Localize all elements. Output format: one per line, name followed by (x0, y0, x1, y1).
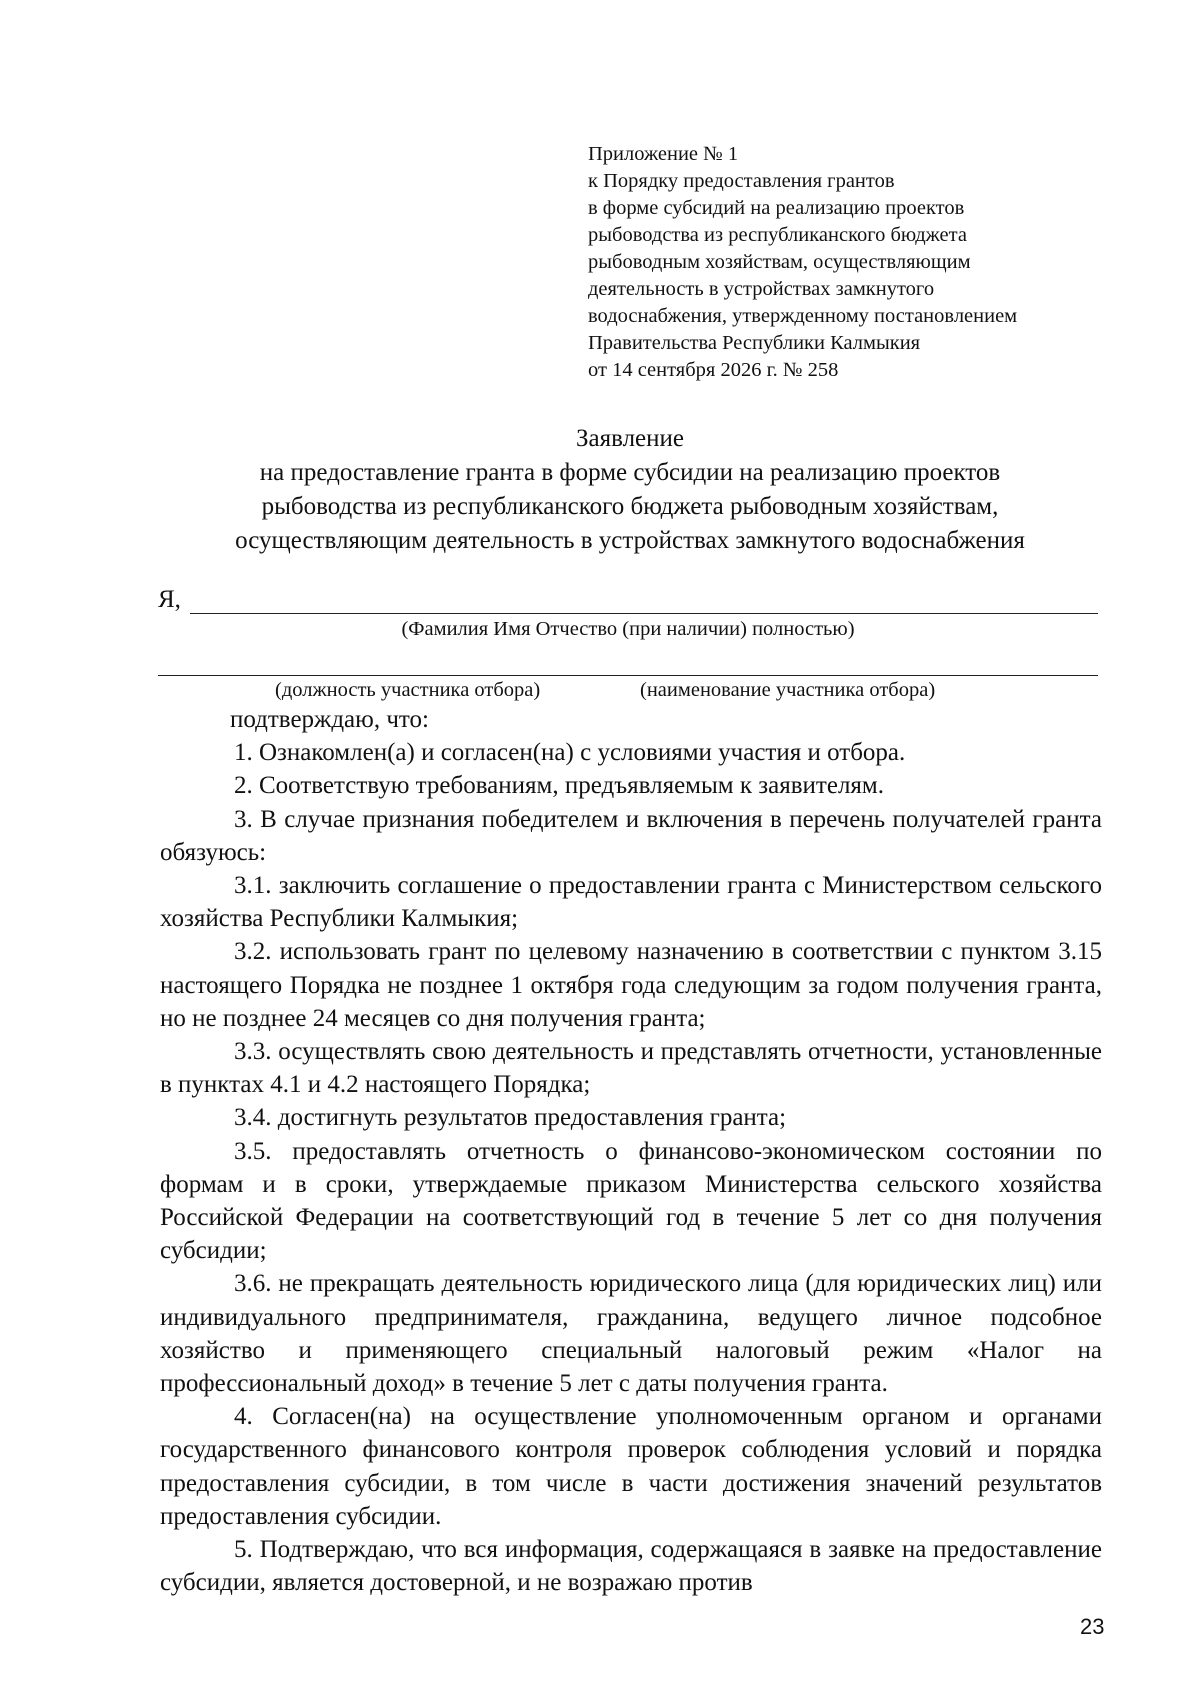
appendix-line: рыбоводным хозяйствам, осуществляющим (588, 251, 971, 273)
appendix-line: водоснабжения, утвержденному постановлением (588, 305, 1018, 327)
body-intro: подтверждаю, что: (230, 706, 429, 733)
clause-3-2: 3.2. использовать грант по целевому назначению в соответствии с пунктом 3.15 настоящего Порядка не позднее 1 октября года следующим за годом получения гранта, но не позднее 24 месяцев со дня получения гранта; (160, 938, 1102, 1032)
appendix-line: Приложение № 1 (588, 143, 739, 165)
applicant-name-field[interactable] (158, 583, 1098, 617)
document-body (160, 703, 1102, 1599)
name-underline[interactable] (190, 613, 1098, 614)
title-line: рыбоводства из республиканского бюджета рыбоводным хозяйствам, (261, 493, 999, 520)
appendix-line: к Порядку предоставления грантов (588, 170, 895, 192)
title-line: на предоставление гранта в форме субсидии на реализацию проектов (259, 459, 1001, 486)
clause-3-6: 3.6. не прекращать деятельность юридического лица (для юридических лиц) или индивидуального предпринимателя, гражданина, ведущего личное подсобное хозяйство и применяющего специальный налоговый режим «Налог на профессиональный доход» в течение 5 лет с даты получения гранта. (160, 1270, 1102, 1398)
clause-3-5: 3.5. предоставлять отчетность о финансово-экономическом состоянии по формам и в сроки, утверждаемые приказом Министерства сельского хозяйства Российской Федерации на соответствующий год в течение 5 лет со дня получения субсидии; (160, 1137, 1102, 1265)
appendix-line: в форме субсидий на реализацию проектов (588, 197, 965, 219)
appendix-line: деятельность в устройствах замкнутого (588, 278, 935, 300)
ya-label: Я, (158, 586, 181, 613)
clause-3-4: 3.4. достигнуть результатов предоставления гранта; (234, 1104, 787, 1132)
position-org-underline[interactable] (158, 675, 1098, 676)
clause-5: 5. Подтверждаю, что вся информация, содержащаяся в заявке на предоставление субсидии, является достоверной, и не возражаю против (160, 1536, 1102, 1597)
fio-caption: (Фамилия Имя Отчество (при наличии) полностью) (401, 618, 855, 640)
appendix-line: от 14 сентября 2026 г. № 258 (588, 359, 839, 381)
position-caption: (должность участника отбора) (275, 679, 541, 701)
org-caption: (наименование участника отбора) (640, 679, 936, 701)
clause-2: 2. Соответствую требованиям, предъявляемым к заявителям. (234, 772, 884, 800)
clause-3-3: 3.3. осуществлять свою деятельность и представлять отчетности, установленные в пунктах 4.1 и 4.2 настоящего Порядка; (160, 1038, 1102, 1099)
title-line: осуществляющим деятельность в устройствах замкнутого водоснабжения (235, 527, 1025, 554)
appendix-line: Правительства Республики Калмыкия (588, 332, 921, 354)
document-title (150, 422, 1110, 558)
clause-3: 3. В случае признания победителем и включения в перечень получателей гранта обязуюсь: (160, 805, 1102, 866)
title-heading: Заявление (575, 425, 685, 452)
appendix-header (588, 141, 1148, 384)
clause-1: 1. Ознакомлен(а) и согласен(на) с условиями участия и отбора. (234, 739, 906, 767)
clause-4: 4. Согласен(на) на осуществление уполномоченным органом и органами государственного финансового контроля проверок соблюдения условий и порядка предоставления субсидии, в том числе в части достижения значений результатов предоставления субсидии. (160, 1403, 1102, 1530)
clause-3-1: 3.1. заключить соглашение о предоставлении гранта с Министерством сельского хозяйства Республики Калмыкия; (160, 872, 1102, 933)
page-number: 23 (1080, 1614, 1105, 1639)
appendix-line: рыбоводства из республиканского бюджета (588, 224, 967, 246)
